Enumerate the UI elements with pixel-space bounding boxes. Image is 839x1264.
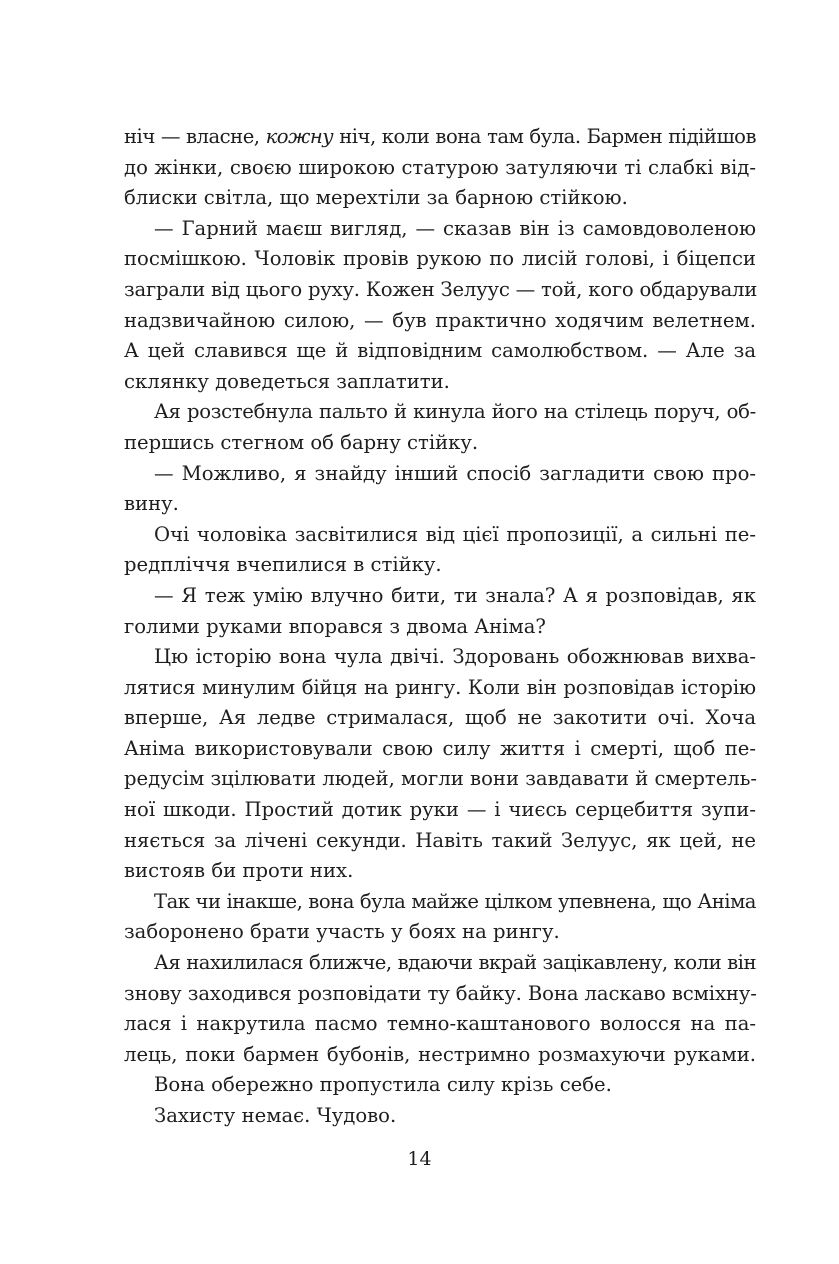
- text-line: заборонено брати участь у боях на рингу.: [124, 920, 560, 944]
- text-line: — Я теж умію влучно бити, ти знала? А я розповідав, як: [154, 583, 756, 607]
- text-line: Ая розстебнула пальто й кинула його на стілець поруч, об-: [154, 400, 756, 424]
- text-line: першись стегном об барну стійку.: [124, 430, 479, 454]
- text-line: надзвичайною силою, — був практично ходячим велетнем.: [124, 308, 756, 332]
- text-line: А цей славився ще й відповідним самолюбством. — Але за: [124, 339, 756, 363]
- text-line: вистояв би проти них.: [124, 859, 354, 883]
- text-line: — Можливо, я знайду інший спосіб загладити свою про-: [154, 461, 756, 485]
- text-line: голими руками впорався з двома Аніма?: [124, 614, 546, 638]
- text-line: ної шкоди. Простий дотик руки — і чиєсь серцебиття зупи-: [124, 798, 756, 822]
- text-line: Аніма використовували свою силу життя і смерті, щоб пе-: [124, 736, 756, 760]
- text-segment: ніч, коли вона там була. Бармен підійшов: [333, 125, 756, 148]
- text-segment: ніч — власне,: [124, 125, 266, 148]
- text-line: — Гарний маєш вигляд, — сказав він із самовдоволеною: [154, 216, 756, 240]
- text-line: Так чи інакше, вона була майже цілком упевнена, що Аніма: [154, 889, 756, 913]
- text-line: блиски світла, що мерехтіли за барною стійкою.: [124, 186, 628, 210]
- text-line: [124, 122, 756, 153]
- text-line: склянку доведеться заплатити.: [124, 369, 450, 393]
- text-line: лася і накрутила пасмо темно-каштанового волосся на па-: [124, 1012, 756, 1036]
- text-line: знову заходився розповідати ту байку. Вона ласкаво всміхну-: [124, 981, 757, 1005]
- text-line: Захисту немає. Чудово.: [154, 1104, 397, 1127]
- text-line: лятися минулим бійця на рингу. Коли він розповідав історію: [124, 675, 756, 699]
- body-text: [124, 122, 756, 1132]
- text-line: вину.: [124, 492, 179, 516]
- text-line: до жінки, своєю широкою статурою затуляючи ті слабкі від-: [124, 155, 756, 179]
- italic-emphasis: кожну: [265, 125, 334, 148]
- text-line: вперше, Ая ледве стрималася, щоб не закотити очі. Хоча: [124, 706, 756, 730]
- text-line: Очі чоловіка засвітилися від цієї пропозиції, а сильні пе-: [154, 522, 756, 546]
- text-line: посмішкою. Чоловік провів рукою по лисій голові, і біцепси: [124, 247, 756, 271]
- text-line: редусім зцілювати людей, могли вони завдавати й смертель-: [124, 767, 758, 791]
- text-line: Ая нахилилася ближче, вдаючи вкрай зацікавлену, коли він: [154, 951, 756, 975]
- text-line: Цю історію вона чула двічі. Здоровань обожнював вихва-: [154, 645, 756, 669]
- page-number: 14: [407, 1148, 432, 1170]
- text-line: редпліччя вчепилися в стійку.: [124, 553, 442, 577]
- text-line: заграли від цього руху. Кожен Зелуус — той, кого обдарували: [124, 277, 758, 301]
- text-line: Вона обережно пропустила силу крізь себе.: [154, 1073, 612, 1097]
- text-line: няється за лічені секунди. Навіть такий Зелуус, як цей, не: [124, 828, 756, 852]
- text-line: лець, поки бармен бубонів, нестримно розмахуючи руками.: [124, 1042, 756, 1066]
